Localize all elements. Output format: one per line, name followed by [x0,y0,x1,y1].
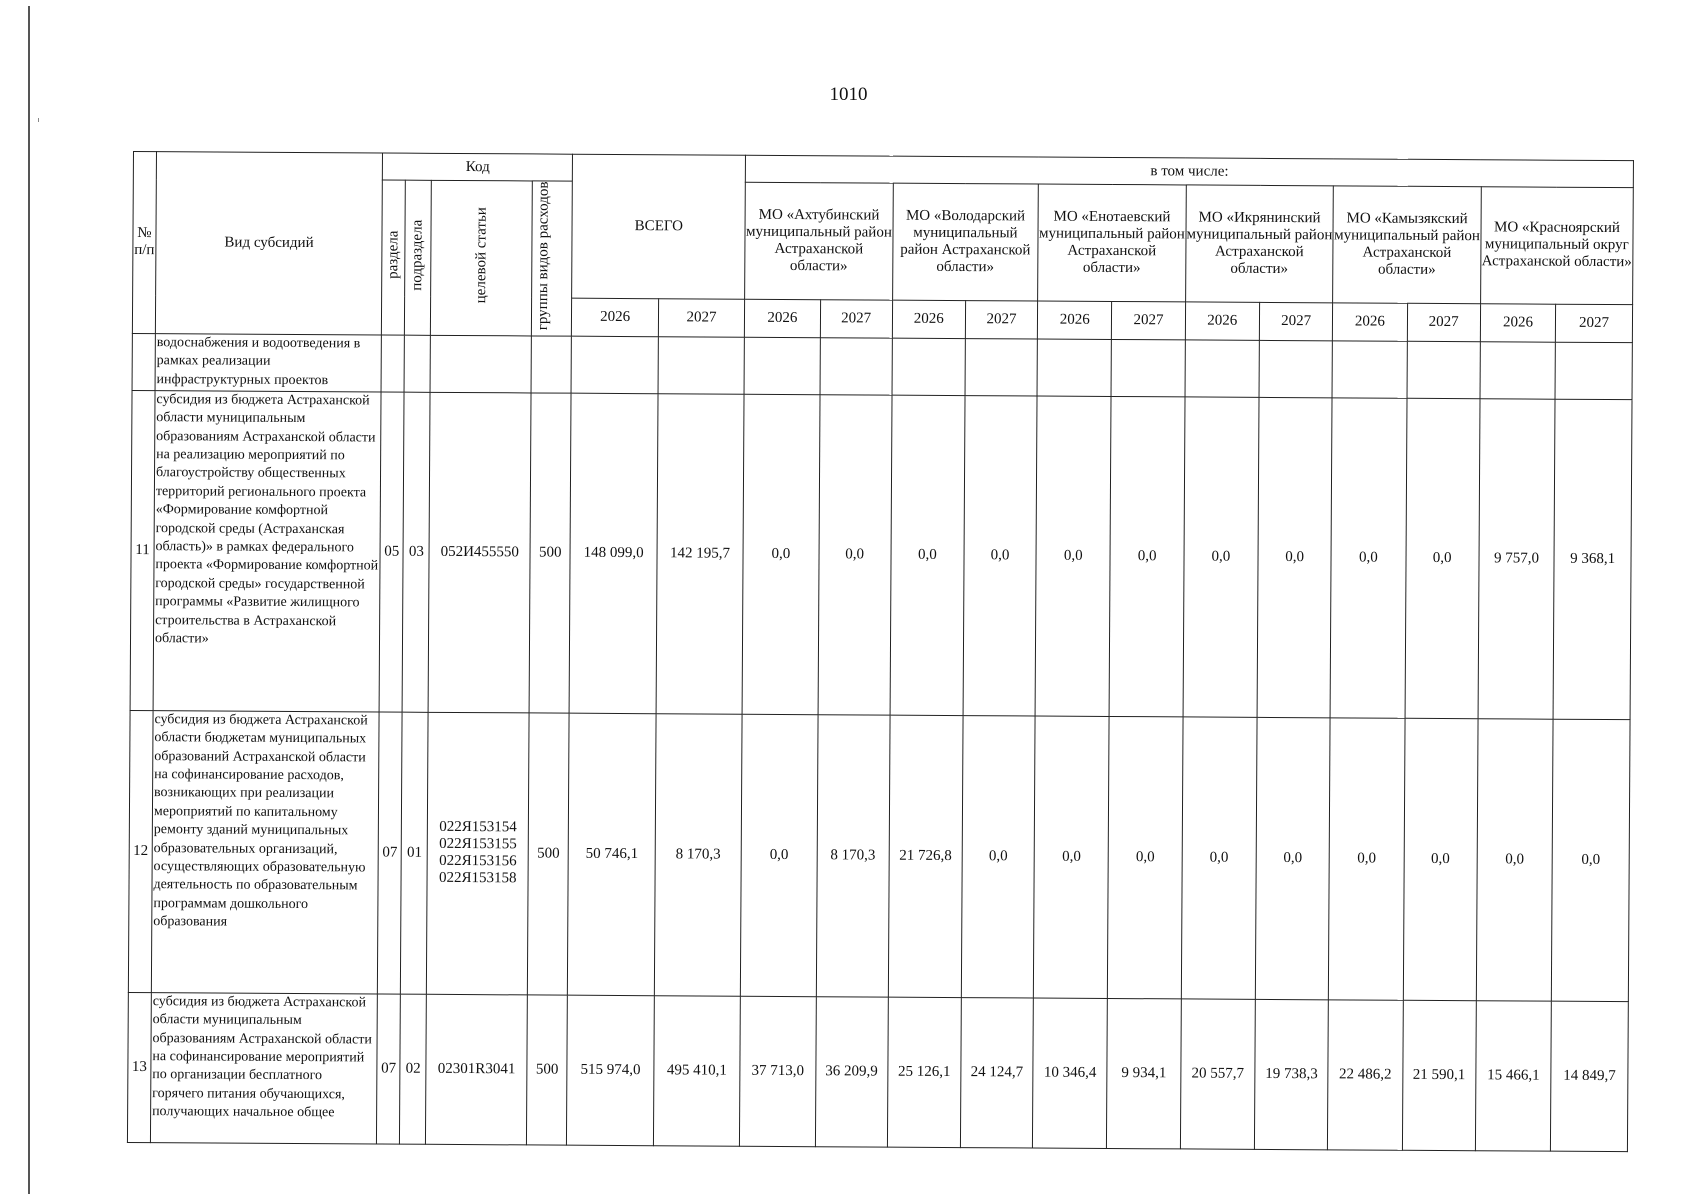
header-gruppy-vidov: группы видов расходов [531,181,572,336]
year-2026: 2026 [1037,301,1112,340]
razdel-code: 07 [378,712,403,994]
amount-cell [658,336,745,394]
amount-cell [1185,340,1260,397]
amount-cell [1332,341,1407,398]
amount-cell: 21 590,1 [1402,1000,1476,1150]
row-number: 12 [128,710,153,992]
amount-cell: 0,0 [1183,397,1259,717]
target-article-code: 022Я153156 [439,853,517,870]
header-type: Вид субсидий [155,152,382,335]
row-number: 13 [127,992,151,1142]
year-2027: 2027 [820,299,892,338]
header-mo-ikryaninsky: МО «Икрянинский муниципальный район Астраханской области» [1185,185,1333,303]
amount-cell: 15 466,1 [1475,1000,1551,1150]
scan-edge-line [28,6,30,1194]
amount-cell: 9 368,1 [1553,399,1632,719]
target-article-code: 022Я153154 [439,819,517,836]
amount-cell [571,336,658,394]
amount-cell [820,337,892,394]
expense-group-code: 500 [527,713,569,995]
subsidy-description: субсидия из бюджета Астраханской области муниципальным образованиям Астраханской области на реализацию мероприятий по благоустройству общественных территорий регионального проекта «Формирование комфортной городской среды (Астраханская область)» в рамках федерального проекта «Формирование комфортной городской среды» государственной программы «Развитие жилищного строительства в Астраханской области» [153,390,381,711]
podrazdel-code: 01 [401,712,429,994]
header-mo-enotaevsky: МО «Енотаевский муниципальный район Астраханской области» [1038,184,1186,302]
table-row [127,992,1628,1151]
table-row [130,390,1632,719]
target-article-code: 052И455550 [440,543,519,561]
amount-cell: 14 849,7 [1551,1001,1629,1151]
amount-cell: 25 126,1 [887,997,961,1147]
year-2026: 2026 [892,300,965,339]
amount-cell: 0,0 [1033,716,1109,998]
row-number: 11 [130,390,155,710]
header-mo-akhtubinsky: МО «Ахтубинский муниципальный район Астраханской области» [745,182,893,300]
year-2027: 2027 [965,300,1037,339]
year-2027: 2027 [1259,302,1332,341]
razdel-code: 05 [379,392,404,712]
page-number: 1010 [829,84,868,105]
target-article-codes [426,994,527,1145]
amount-cell: 0,0 [890,395,965,715]
amount-cell: 10 346,4 [1033,998,1108,1148]
amount-cell: 0,0 [1257,397,1332,717]
amount-cell: 20 557,7 [1180,999,1255,1149]
amount-cell: 0,0 [1476,718,1553,1000]
razdel-code [381,335,404,392]
year-2026: 2026 [572,298,659,337]
amount-cell: 0,0 [1181,717,1257,999]
table-body [127,333,1632,1151]
header-v-tom-chisle: в том числе: [745,155,1633,187]
amount-cell: 148 099,0 [570,393,658,714]
target-article-codes [430,335,531,393]
scan-mark [38,118,39,122]
year-2027: 2027 [1112,301,1185,340]
expense-group-code [531,336,572,393]
year-2027: 2027 [1407,303,1480,342]
amount-cell: 9 757,0 [1478,398,1555,718]
amount-cell: 19 738,3 [1254,999,1328,1149]
amount-cell: 0,0 [741,714,818,996]
amount-cell [965,338,1037,395]
year-2026: 2026 [1480,303,1556,342]
podrazdel-code [404,335,431,392]
amount-cell [744,337,820,394]
subsidies-table [127,151,1634,1152]
amount-cell: 515 974,0 [567,995,654,1146]
amount-cell: 24 124,7 [960,997,1033,1147]
subsidy-description: субсидия из бюджета Астраханской области муниципальным образованиям Астраханской области на софинансирование мероприятий по организации бесплатного горячего питания обучающихся, получающих начальное общее [150,992,377,1143]
amount-cell: 0,0 [742,394,819,714]
amount-cell: 21 726,8 [888,715,963,997]
target-article-code: 02301R3041 [437,1060,516,1078]
header-celevoy-stati: целевой статьи [431,180,533,335]
header-mo-volodarsky: МО «Володарский муниципальный район Астраханской области» [892,183,1038,301]
amount-cell [1111,339,1185,396]
razdel-code: 07 [377,994,401,1144]
subsidy-description: водоснабжения и водоотведения в рамках реализации инфраструктурных проектов [155,333,382,391]
amount-cell: 0,0 [963,395,1037,715]
header-kod: Код [383,153,573,181]
amount-cell: 495 410,1 [653,995,740,1146]
target-article-codes [427,712,529,995]
target-article-code: 022Я153158 [438,870,517,887]
target-article-code: 022Я153155 [439,836,517,853]
amount-cell [892,338,966,395]
podrazdel-code: 03 [402,392,430,712]
amount-cell: 9 934,1 [1107,998,1181,1148]
amount-cell: 37 713,0 [740,996,816,1146]
amount-cell: 0,0 [1552,719,1631,1001]
header-razdela: раздела [382,180,406,335]
amount-cell: 8 170,3 [816,714,890,996]
year-2027: 2027 [1556,304,1633,343]
amount-cell: 0,0 [1405,398,1480,718]
amount-cell: 50 746,1 [568,713,656,996]
amount-cell: 36 209,9 [815,996,888,1146]
amount-cell: 142 195,7 [656,393,744,714]
amount-cell: 0,0 [1108,716,1183,998]
expense-group-code: 500 [526,995,567,1145]
amount-cell: 0,0 [1035,396,1111,716]
amount-cell [1407,341,1481,398]
header-num: № п/п [132,152,156,334]
amount-cell [1037,339,1112,396]
year-2026: 2026 [1185,302,1260,341]
target-article-codes [429,392,532,713]
amount-cell: 0,0 [1255,717,1330,999]
year-2026: 2026 [745,299,821,338]
amount-cell: 0,0 [1329,718,1405,1000]
amount-cell: 0,0 [1403,718,1478,1000]
subsidy-description: субсидия из бюджета Астраханской области бюджетам муниципальных образований Астраханской области на софинансирование расходов, возникающих при реализации мероприятий по капитальному ремонту зданий муниципальных образовательных организаций, осуществляющих образовательную деятельность по образовательным программам дошкольного образования [151,710,379,993]
amount-cell: 0,0 [961,715,1035,997]
amount-cell: 0,0 [818,394,892,714]
header-podrazdela: подраздела [405,180,432,335]
expense-group-code: 500 [529,393,571,713]
year-2026: 2026 [1333,303,1408,342]
amount-cell [1259,340,1333,397]
header-mo-kamyzyaksky: МО «Камызякский муниципальный район Астраханской области» [1333,186,1481,304]
amount-cell: 22 486,2 [1328,1000,1403,1150]
row-number [132,333,155,390]
amount-cell: 0,0 [1110,396,1185,716]
amount-cell: 0,0 [1330,398,1406,718]
header-mo-krasnoyarsky: МО «Красноярский муниципальный округ Астраханской области» [1480,187,1633,305]
header-vsego: ВСЕГО [572,154,746,299]
amount-cell: 8 170,3 [654,713,742,996]
podrazdel-code: 02 [400,994,427,1144]
amount-cell [1555,342,1632,399]
table-row [132,333,1632,399]
amount-cell [1480,341,1556,398]
table-row [128,710,1630,1001]
year-2027: 2027 [658,298,745,337]
